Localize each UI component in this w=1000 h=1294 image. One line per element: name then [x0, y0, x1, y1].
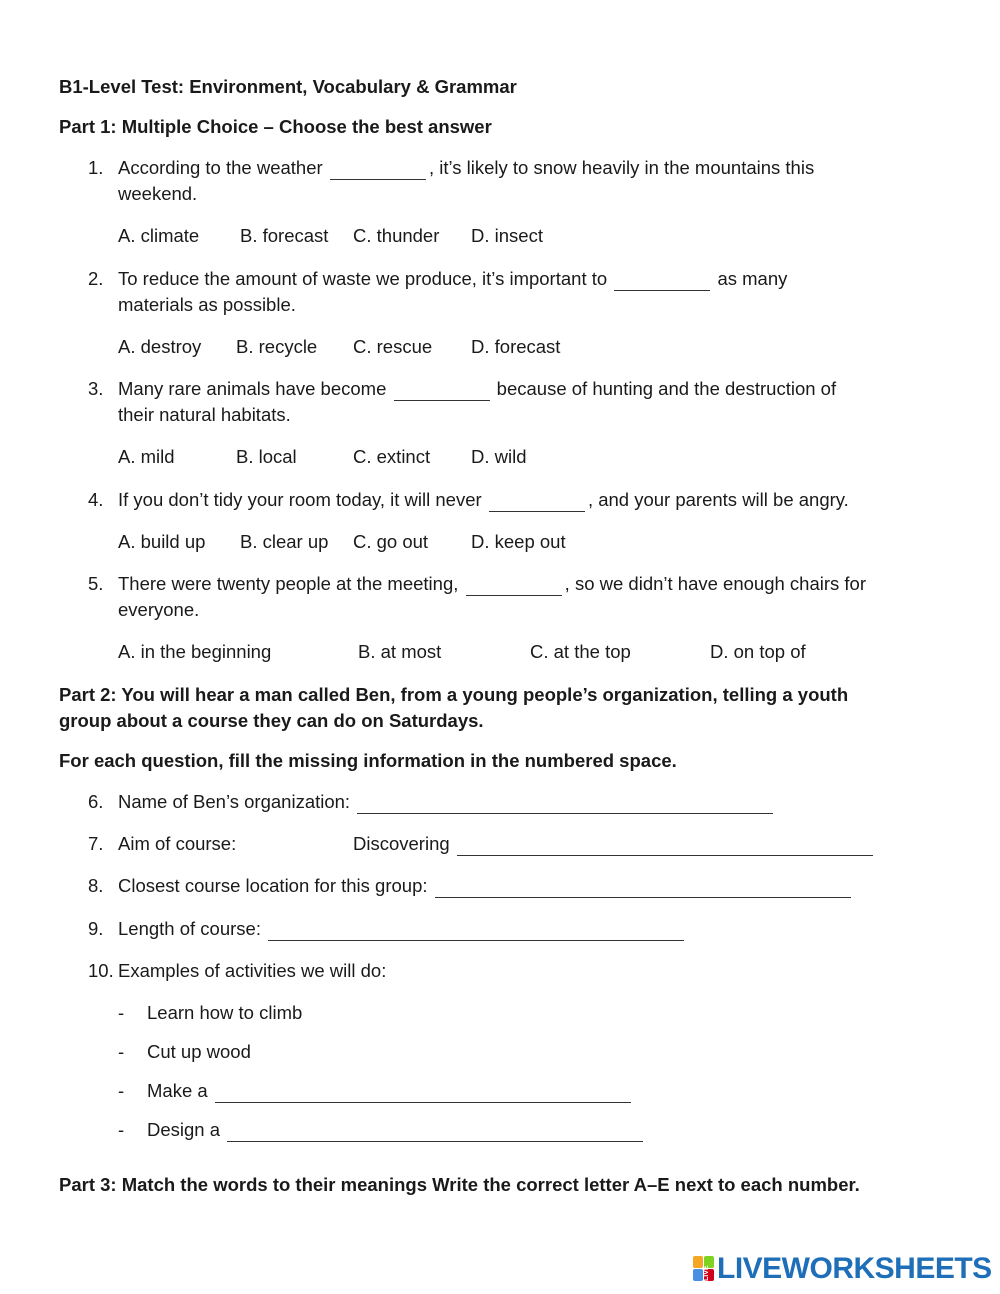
option-b[interactable]: B. clear up: [240, 531, 329, 552]
option-d[interactable]: D. keep out: [471, 531, 566, 552]
item-number: 7.: [88, 833, 104, 854]
activity-item: Make a: [147, 1078, 633, 1104]
part2-heading-line1: Part 2: You will hear a man called Ben, from a young people’s organization, telling a youth: [59, 684, 849, 705]
question-text: To reduce the amount of waste we produce, it’s important to as many: [118, 268, 788, 289]
activity-item: Design a: [147, 1117, 645, 1143]
answer-blank-9[interactable]: [268, 920, 684, 941]
logo-badge-text: LIVE: [703, 1265, 710, 1281]
answer-blank-1[interactable]: [330, 159, 426, 180]
option-c[interactable]: C. rescue: [353, 336, 433, 357]
logo-text: LIVEWORKSHEETS: [717, 1252, 992, 1285]
item-label: Name of Ben’s organization:: [118, 789, 775, 815]
answer-blank-8[interactable]: [435, 877, 851, 898]
question-text: If you don’t tidy your room today, it will never , and your parents will be angry.: [118, 489, 849, 510]
option-c[interactable]: C. at the top: [530, 641, 631, 662]
option-b[interactable]: B. recycle: [236, 336, 318, 357]
item-number: 6.: [88, 791, 104, 812]
item-label: Closest course location for this group:: [118, 873, 853, 899]
option-c[interactable]: C. go out: [353, 531, 429, 552]
option-b[interactable]: B. forecast: [240, 225, 329, 246]
answer-blank-4[interactable]: [489, 491, 585, 512]
answer-blank-design[interactable]: [227, 1121, 643, 1142]
option-a[interactable]: A. destroy: [118, 336, 202, 357]
answer-blank-make[interactable]: [215, 1082, 631, 1103]
question-number: 2.: [88, 268, 104, 289]
option-c[interactable]: C. thunder: [353, 225, 440, 246]
list-dash: -: [118, 1119, 125, 1140]
answer-blank-6[interactable]: [357, 793, 773, 814]
question-number: 4.: [88, 489, 104, 510]
options-row: [0, 223, 1000, 249]
option-d[interactable]: D. insect: [471, 225, 543, 246]
list-dash: -: [118, 1002, 125, 1023]
question-number: 1.: [88, 157, 104, 178]
item-label: Length of course:: [118, 916, 686, 942]
answer-blank-5[interactable]: [466, 575, 562, 596]
item-number: 9.: [88, 918, 104, 939]
options-row: [0, 444, 1000, 470]
option-b[interactable]: B. local: [236, 446, 297, 467]
item-number: 10.: [88, 960, 114, 981]
options-row: [0, 639, 1000, 665]
question-text: Many rare animals have become because of hunting and the destruction of: [118, 378, 837, 399]
question-number: 5.: [88, 573, 104, 594]
question-text-line2: everyone.: [118, 599, 200, 620]
question-text: According to the weather , it’s likely to snow heavily in the mountains this: [118, 157, 815, 178]
item-number: 8.: [88, 875, 104, 896]
part1-heading: Part 1: Multiple Choice – Choose the best answer: [59, 116, 492, 137]
question-text-line2: materials as possible.: [118, 294, 296, 315]
question-text-line2: weekend.: [118, 183, 198, 204]
page-title: B1-Level Test: Environment, Vocabulary & Grammar: [59, 76, 517, 97]
question-text: There were twenty people at the meeting, , so we didn’t have enough chairs for: [118, 573, 866, 594]
option-c[interactable]: C. extinct: [353, 446, 431, 467]
option-a[interactable]: A. build up: [118, 531, 206, 552]
question-text-line2: their natural habitats.: [118, 404, 291, 425]
answer-blank-7[interactable]: [457, 835, 873, 856]
option-a[interactable]: A. climate: [118, 225, 200, 246]
list-dash: -: [118, 1041, 125, 1062]
answer-blank-2[interactable]: [614, 270, 710, 291]
item-label: Examples of activities we will do:: [118, 960, 387, 981]
option-d[interactable]: D. wild: [471, 446, 527, 467]
list-dash: -: [118, 1080, 125, 1101]
options-row: [0, 334, 1000, 360]
item-extra: Discovering: [353, 831, 875, 857]
part2-heading-line2: group about a course they can do on Saturdays.: [59, 710, 484, 731]
item-label: Aim of course:: [118, 833, 237, 854]
options-row: [0, 529, 1000, 555]
option-d[interactable]: D. on top of: [710, 641, 806, 662]
option-a[interactable]: A. in the beginning: [118, 641, 272, 662]
answer-blank-3[interactable]: [394, 380, 490, 401]
question-number: 3.: [88, 378, 104, 399]
option-a[interactable]: A. mild: [118, 446, 175, 467]
activity-item: Learn how to climb: [147, 1002, 303, 1023]
option-b[interactable]: B. at most: [358, 641, 442, 662]
live-badge-icon: [693, 1256, 715, 1282]
part3-heading: Part 3: Match the words to their meanings Write the correct letter A–E next to each number.: [59, 1174, 860, 1195]
option-d[interactable]: D. forecast: [471, 336, 561, 357]
liveworksheets-logo: [693, 1254, 992, 1284]
part2-instruction: For each question, fill the missing information in the numbered space.: [59, 750, 677, 771]
activity-item: Cut up wood: [147, 1041, 251, 1062]
